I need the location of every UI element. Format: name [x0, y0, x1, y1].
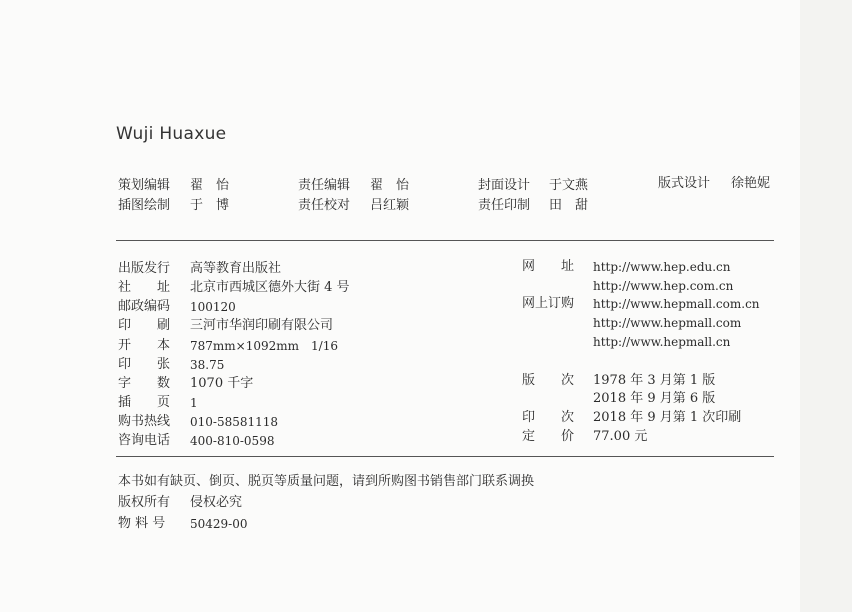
info-label-format: 开 本 [118, 338, 171, 353]
credit-value-proofreading: 吕红颖 [370, 198, 410, 213]
book-title: Wuji Huaxue [116, 124, 227, 144]
credit-label-layout-design: 版式设计 [658, 176, 711, 191]
info-value-order-hotline: 010-58581118 [190, 415, 279, 429]
info-value-word-count: 1070 千字 [190, 376, 254, 391]
credit-value-responsible-editor: 翟 怡 [370, 178, 410, 193]
credit-value-cover-design: 于文燕 [549, 178, 589, 193]
order-url-3[interactable]: http://www.hepmall.cn [593, 335, 731, 349]
bottom-divider [116, 456, 774, 457]
info-value-printing: 2018 年 9 月第 1 次印刷 [593, 410, 742, 425]
credit-value-layout-design: 徐艳妮 [731, 176, 771, 191]
info-label-address: 社 址 [118, 280, 171, 295]
credit-label-printing-supervisor: 责任印制 [478, 198, 531, 213]
rights-value: 侵权必究 [190, 495, 243, 510]
info-label-printing: 印 次 [522, 410, 575, 425]
info-label-inserts: 插 页 [118, 395, 171, 410]
info-value-printer: 三河市华润印刷有限公司 [190, 318, 334, 333]
order-url-2[interactable]: http://www.hepmall.com [593, 316, 742, 330]
info-label-printer: 印 刷 [118, 318, 171, 333]
edition-first: 1978 年 3 月第 1 版 [593, 373, 716, 388]
info-value-inserts: 1 [190, 396, 198, 410]
rights-label: 版权所有 [118, 495, 171, 510]
credit-label-illustration: 插图绘制 [118, 198, 171, 213]
website-url-1[interactable]: http://www.hep.edu.cn [593, 260, 731, 274]
credit-value-illustration: 于 博 [190, 198, 230, 213]
credit-value-printing-supervisor: 田 甜 [549, 198, 589, 213]
credit-label-responsible-editor: 责任编辑 [298, 178, 351, 193]
material-number-label: 物 料 号 [118, 516, 166, 531]
top-divider [116, 240, 774, 241]
edition-current: 2018 年 9 月第 6 版 [593, 391, 716, 406]
info-label-publisher: 出版发行 [118, 261, 171, 276]
info-label-postcode: 邮政编码 [118, 299, 171, 314]
credit-label-cover-design: 封面设计 [478, 178, 531, 193]
credit-value-planning-editor: 翟 怡 [190, 178, 230, 193]
info-label-price: 定 价 [522, 429, 575, 444]
info-value-sheets: 38.75 [190, 358, 225, 372]
info-label-order-hotline: 购书热线 [118, 414, 171, 429]
info-label-website: 网 址 [522, 259, 575, 274]
info-label-sheets: 印 张 [118, 357, 171, 372]
info-label-edition: 版 次 [522, 373, 575, 388]
credit-label-planning-editor: 策划编辑 [118, 178, 171, 193]
info-value-consult-phone: 400-810-0598 [190, 434, 275, 448]
info-label-consult-phone: 咨询电话 [118, 433, 171, 448]
website-url-2[interactable]: http://www.hep.com.cn [593, 279, 734, 293]
info-value-postcode: 100120 [190, 300, 236, 314]
info-value-address: 北京市西城区德外大街 4 号 [190, 280, 350, 295]
credit-label-proofreading: 责任校对 [298, 198, 351, 213]
info-value-price: 77.00 元 [593, 429, 648, 444]
order-url-1[interactable]: http://www.hepmall.com.cn [593, 297, 760, 311]
material-number-value: 50429-00 [190, 517, 248, 531]
info-label-word-count: 字 数 [118, 376, 171, 391]
info-value-format: 787mm×1092mm 1/16 [190, 339, 338, 353]
info-value-publisher: 高等教育出版社 [190, 261, 282, 276]
info-label-online-order: 网上订购 [522, 296, 575, 311]
quality-notice: 本书如有缺页、倒页、脱页等质量问题，请到所购图书销售部门联系调换 [118, 474, 535, 489]
